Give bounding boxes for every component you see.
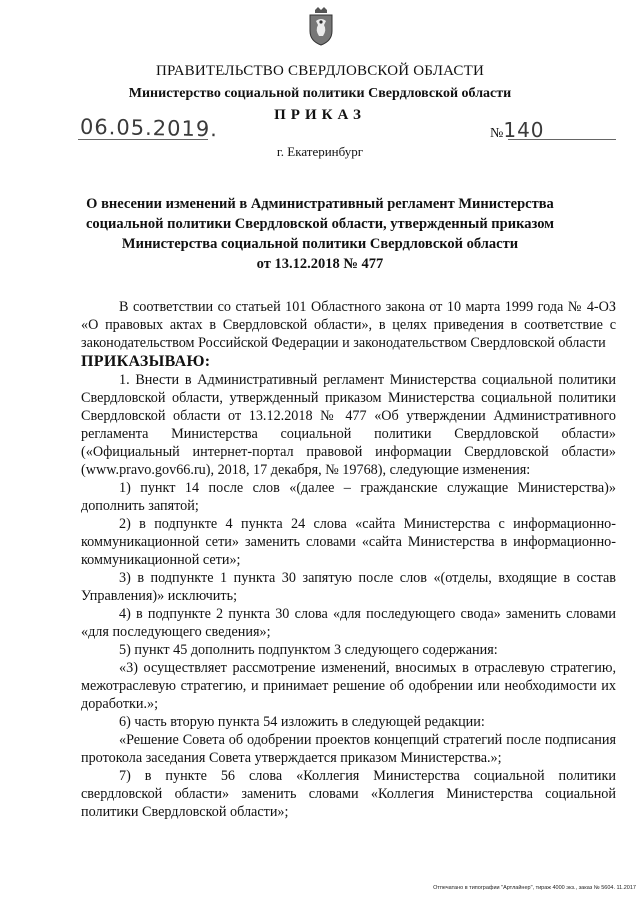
body-paragraph: 1) пункт 14 после слов «(далее – гражданские служащие Министерства)» дополнить запятой; — [81, 480, 616, 514]
body-paragraph: 7) в пункте 56 слова «Коллегия Министерства социальной политики свердловской области» заменить словами «Коллегия Министерства социальной политики Свердловской области»; — [81, 768, 616, 820]
city-line: г. Екатеринбург — [276, 144, 364, 159]
body-paragraph: 2) в подпункте 4 пункта 24 слова «сайта Министерства с информационно-коммуникационной сети» заменить словами «сайта Министерства в информационно-коммуникационной сети»; — [81, 516, 616, 568]
handwritten-number: 140 — [503, 118, 545, 142]
title-line: от 13.12.2018 № 477 — [256, 256, 384, 272]
body-paragraph: 1. Внести в Административный регламент Министерства социальной политики Свердловской области, утвержденный приказом Министерства социальной политики Свердловской области от 13.12.2018 № 477 «Об утверждении Административного регламента Министерства социальной политики Свердловской области» («Официальный интернет-портал правовой информации Свердловской области» (www.pravo.gov66.ru), 2018, 17 декабря, № 19768), следующие изменения: — [81, 372, 616, 478]
preamble-paragraph: В соответствии со статьей 101 Областного закона от 10 марта 1999 года № 4-ОЗ «О правовых актах в Свердловской области», в целях приведения в соответствие с законодательством Российской Федерации и законодательством Свердловской области — [81, 299, 616, 351]
title-line: социальной политики Свердловской области, утвержденный приказом — [85, 216, 555, 232]
document-type-heading: ПРИКАЗ — [274, 107, 366, 123]
document-body — [81, 298, 616, 821]
title-line: О внесении изменений в Административный регламент Министерства — [86, 196, 554, 212]
print-footer-note: Отпечатано в типографии "Артлайнер", тираж 4000 экз., заказ № 5604. 11.2017 — [433, 885, 636, 891]
number-underline — [508, 139, 616, 140]
body-paragraph: 4) в подпункте 2 пункта 30 слова «для последующего свода» заменить словами «для последующего сведения»; — [81, 606, 616, 640]
government-heading: ПРАВИТЕЛЬСТВО СВЕРДЛОВСКОЙ ОБЛАСТИ — [155, 63, 485, 79]
body-paragraph: 6) часть вторую пункта 54 изложить в следующей редакции: — [119, 714, 485, 730]
body-paragraph: 3) в подпункте 1 пункта 30 запятую после слов «(отделы, входящие в состав Управления)» исключить; — [81, 570, 616, 604]
title-line: Министерства социальной политики Свердловской области — [121, 236, 519, 252]
body-paragraph: 5) пункт 45 дополнить подпунктом 3 следующего содержания: — [119, 642, 498, 658]
handwritten-date: 06.05.2019. — [79, 114, 219, 142]
body-paragraph: «3) осуществляет рассмотрение изменений, вносимых в отраслевую стратегию, межотраслевую стратегию, и принимает решение об одобрении или необходимости их доработки.»; — [81, 660, 616, 712]
coat-of-arms-icon — [307, 6, 335, 46]
body-paragraph: «Решение Совета об одобрении проектов концепций стратегий после подписания протокола заседания Совета утверждается приказом Министерства.»; — [81, 732, 616, 766]
date-underline — [78, 139, 208, 140]
document-title — [0, 194, 640, 274]
decree-word: ПРИКАЗЫВАЮ: — [81, 353, 211, 370]
ministry-heading: Министерство социальной политики Свердловской области — [128, 86, 512, 101]
number-sign: № — [490, 126, 504, 141]
